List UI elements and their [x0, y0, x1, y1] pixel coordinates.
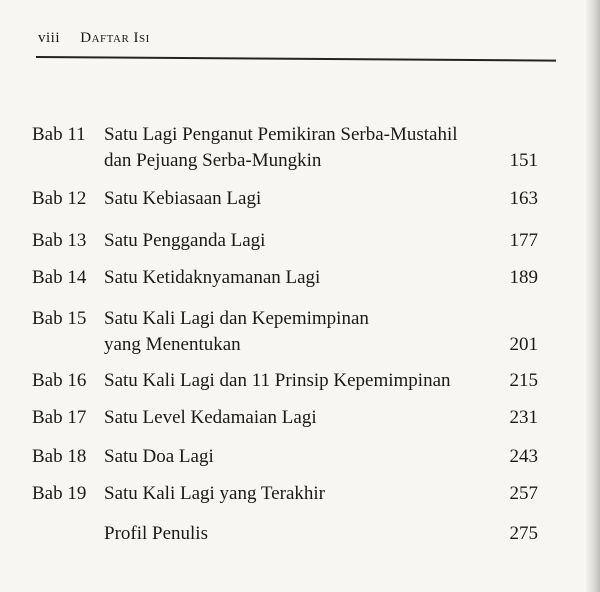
toc-chapter-label: Bab 19 [32, 483, 87, 504]
toc-page-number: 151 [509, 150, 538, 171]
toc-title-line: Satu Pengganda Lagi [104, 230, 266, 251]
toc-title-line: Profil Penulis [104, 523, 208, 544]
toc-title-line: Satu Level Kedamaian Lagi [104, 407, 317, 428]
toc-chapter-label: Bab 17 [32, 407, 87, 428]
toc-page-number: 163 [509, 188, 538, 209]
toc-chapter-label: Bab 16 [32, 370, 87, 391]
toc-page-number: 201 [509, 334, 538, 355]
toc-title-line: dan Pejuang Serba-Mungkin [104, 150, 322, 171]
toc-page-number: 231 [509, 407, 538, 428]
toc-chapter-label: Bab 15 [32, 308, 87, 329]
toc-title-line: Satu Kali Lagi dan Kepemimpinan [104, 308, 369, 329]
toc-chapter-label: Bab 14 [32, 267, 87, 288]
toc-title-line: Satu Kali Lagi dan 11 Prinsip Kepemimpinan [104, 370, 451, 391]
toc-chapter-label: Bab 13 [32, 230, 87, 251]
toc-title-line: Satu Kali Lagi yang Terakhir [104, 483, 325, 504]
toc-page-number: 243 [509, 446, 538, 467]
toc-title-line: Satu Kebiasaan Lagi [104, 188, 262, 209]
toc-chapter-label: Bab 18 [32, 446, 87, 467]
toc-page-number: 257 [509, 483, 538, 504]
toc-title-line: Satu Ketidaknyamanan Lagi [104, 267, 321, 288]
toc-title-line: yang Menentukan [104, 334, 241, 355]
toc-chapter-label: Bab 11 [32, 124, 86, 145]
toc-page-number: 275 [509, 523, 538, 544]
header-title: Daftar Isi [80, 30, 150, 46]
toc-chapter-label: Bab 12 [32, 188, 87, 209]
header-page-number: viii [38, 30, 61, 46]
toc-page-number: 215 [509, 370, 538, 391]
toc-page-number: 189 [509, 267, 538, 288]
toc-title-line: Satu Doa Lagi [104, 446, 214, 467]
toc-page-number: 177 [509, 230, 538, 251]
page-edge-shadow [586, 0, 600, 592]
toc-title-line: Satu Lagi Penganut Pemikiran Serba-Mustahil [104, 124, 458, 145]
